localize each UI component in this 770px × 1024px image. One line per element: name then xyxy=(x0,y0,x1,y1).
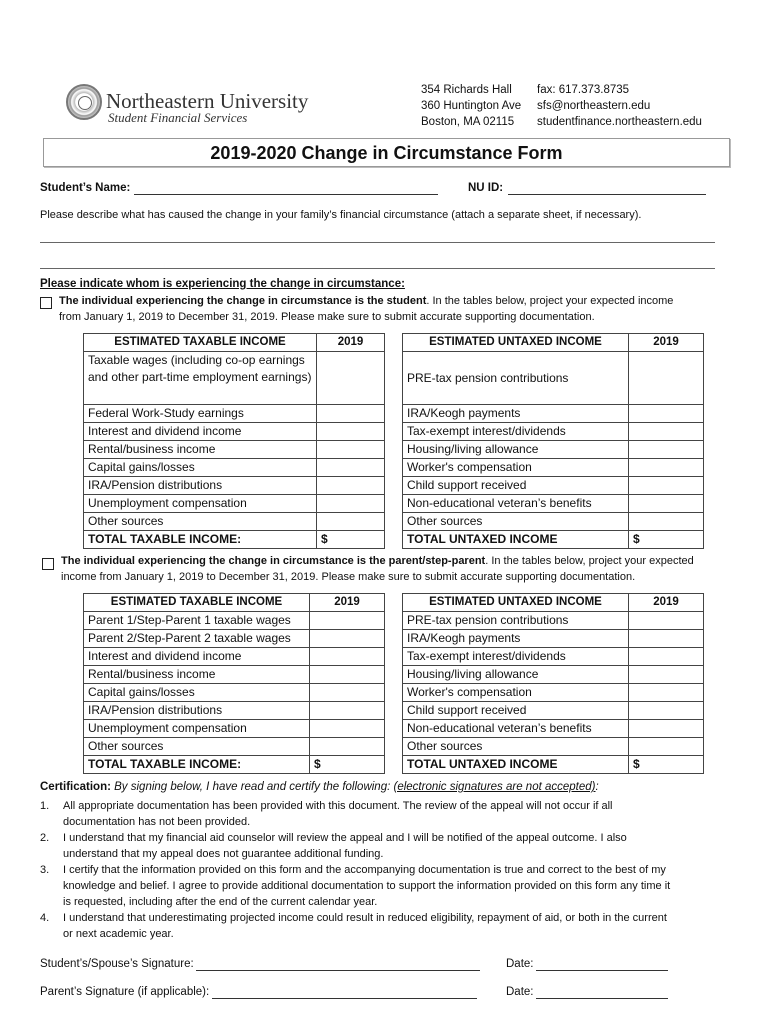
student-date-field[interactable] xyxy=(536,970,668,971)
parent-untaxed-table xyxy=(402,593,704,774)
university-seal-icon xyxy=(66,84,102,120)
certification-heading: Certification: By signing below, I have read and certify the following: (electronic signatures are not accepted): xyxy=(40,781,599,793)
row-label: Capital gains/losses xyxy=(84,684,310,702)
row-label: Rental/business income xyxy=(84,666,310,684)
amount-cell[interactable] xyxy=(317,495,385,513)
amount-cell[interactable] xyxy=(629,612,704,630)
amount-cell[interactable] xyxy=(629,423,704,441)
department-name: Student Financial Services xyxy=(108,110,248,125)
student-option-text: The individual experiencing the change in circumstance is the student. In the tables below, project your expected income from January 1, 2019 to December 31, 2019. Please make sure to submit accurate supporting documentation. xyxy=(59,295,674,323)
parent-option-text: The individual experiencing the change in circumstance is the parent/step-parent. In the tables below, project your expected income from January 1, 2019 to December 31, 2019. Please make sure to submit accurate supporting documentation. xyxy=(61,555,694,583)
row-label: Non-educational veteran’s benefits xyxy=(403,495,629,513)
amount-cell[interactable] xyxy=(317,352,385,405)
student-name-label: Student’s Name: xyxy=(40,182,131,194)
describe-prompt: Please describe what has caused the change in your family’s financial circumstance (attach a separate sheet, if necessary). xyxy=(40,209,642,221)
row-label: Tax-exempt interest/dividends xyxy=(403,423,629,441)
amount-cell[interactable] xyxy=(310,630,385,648)
row-label: Other sources xyxy=(84,738,310,756)
amount-cell[interactable] xyxy=(629,648,704,666)
amount-cell[interactable] xyxy=(629,666,704,684)
date-label: Date: xyxy=(506,958,534,970)
parent-signature-field[interactable] xyxy=(212,998,477,999)
column-header: ESTIMATED UNTAXED INCOME xyxy=(403,594,629,612)
column-header: 2019 xyxy=(629,594,704,612)
row-label: Other sources xyxy=(403,738,629,756)
university-name: Northeastern University xyxy=(106,89,309,113)
form-title: 2019-2020 Change in Circumstance Form xyxy=(43,138,730,167)
row-label: Parent 1/Step-Parent 1 taxable wages xyxy=(84,612,310,630)
describe-line-2[interactable] xyxy=(40,268,715,269)
row-label: Interest and dividend income xyxy=(84,648,310,666)
amount-cell[interactable] xyxy=(629,441,704,459)
row-label: Worker's compensation xyxy=(403,684,629,702)
list-number: 3. xyxy=(40,864,50,876)
row-label: Non-educational veteran’s benefits xyxy=(403,720,629,738)
amount-cell[interactable] xyxy=(317,441,385,459)
amount-cell[interactable] xyxy=(629,702,704,720)
amount-cell[interactable] xyxy=(317,459,385,477)
website: studentfinance.northeastern.edu xyxy=(537,116,702,128)
amount-cell[interactable] xyxy=(317,423,385,441)
amount-cell[interactable] xyxy=(310,702,385,720)
row-label: Rental/business income xyxy=(84,441,317,459)
student-taxable-table xyxy=(83,333,385,549)
address-line: 354 Richards Hall xyxy=(421,84,512,96)
row-label: Taxable wages (including co-op earnings and other part-time employment earnings) xyxy=(84,352,317,405)
student-signature-field[interactable] xyxy=(196,970,480,971)
student-name-field[interactable] xyxy=(134,194,438,195)
address-line: Boston, MA 02115 xyxy=(421,116,515,128)
row-label: PRE-tax pension contributions xyxy=(403,612,629,630)
row-label: Parent 2/Step-Parent 2 taxable wages xyxy=(84,630,310,648)
total-label: TOTAL TAXABLE INCOME: xyxy=(84,756,310,774)
row-label: Child support received xyxy=(403,477,629,495)
row-label: Tax-exempt interest/dividends xyxy=(403,648,629,666)
amount-cell[interactable] xyxy=(317,405,385,423)
student-untaxed-table xyxy=(402,333,704,549)
row-label: Housing/living allowance xyxy=(403,666,629,684)
amount-cell[interactable] xyxy=(629,720,704,738)
list-number: 4. xyxy=(40,912,50,924)
address-line: 360 Huntington Ave xyxy=(421,100,522,112)
amount-cell[interactable] xyxy=(629,459,704,477)
date-label: Date: xyxy=(506,986,534,998)
column-header: 2019 xyxy=(317,334,385,352)
row-label: Child support received xyxy=(403,702,629,720)
amount-cell[interactable] xyxy=(317,513,385,531)
whom-heading: Please indicate whom is experiencing the change in circumstance: xyxy=(40,278,405,290)
column-header: ESTIMATED UNTAXED INCOME xyxy=(403,334,629,352)
amount-cell[interactable] xyxy=(317,477,385,495)
amount-cell[interactable] xyxy=(629,352,704,405)
row-label: Worker's compensation xyxy=(403,459,629,477)
amount-cell[interactable] xyxy=(310,684,385,702)
student-signature-label: Student’s/Spouse’s Signature: xyxy=(40,958,194,970)
amount-cell[interactable] xyxy=(629,495,704,513)
row-label: Interest and dividend income xyxy=(84,423,317,441)
amount-cell[interactable] xyxy=(310,738,385,756)
row-label: Capital gains/losses xyxy=(84,459,317,477)
row-label: Other sources xyxy=(403,513,629,531)
row-label: IRA/Keogh payments xyxy=(403,630,629,648)
row-label: Housing/living allowance xyxy=(403,441,629,459)
amount-cell[interactable] xyxy=(310,720,385,738)
contact-block xyxy=(537,82,702,130)
fax-number: fax: 617.373.8735 xyxy=(537,84,630,96)
column-header: 2019 xyxy=(629,334,704,352)
total-label: TOTAL UNTAXED INCOME xyxy=(403,756,629,774)
column-header: ESTIMATED TAXABLE INCOME xyxy=(84,594,310,612)
row-label: Unemployment compensation xyxy=(84,720,310,738)
email-address: sfs@northeastern.edu xyxy=(537,100,651,112)
nu-id-field[interactable] xyxy=(508,194,706,195)
column-header: 2019 xyxy=(310,594,385,612)
column-header: ESTIMATED TAXABLE INCOME xyxy=(84,334,317,352)
amount-cell[interactable] xyxy=(310,648,385,666)
describe-line-1[interactable] xyxy=(40,242,715,243)
total-label: TOTAL UNTAXED INCOME xyxy=(403,531,629,549)
list-item: All appropriate documentation has been provided with this document. The review of the appeal will not occur if all documentation has not been provided. xyxy=(63,800,613,828)
list-item: I understand that underestimating projected income could result in reduced eligibility, repayment of aid, or both in the current or next academic year. xyxy=(63,912,667,940)
parent-taxable-table xyxy=(83,593,385,774)
row-label: IRA/Keogh payments xyxy=(403,405,629,423)
amount-cell[interactable] xyxy=(629,477,704,495)
total-amount-cell[interactable]: $ xyxy=(629,531,704,549)
amount-cell[interactable] xyxy=(310,666,385,684)
student-checkbox[interactable] xyxy=(40,297,52,309)
parent-checkbox[interactable] xyxy=(42,558,54,570)
list-item: I certify that the information provided on this form and the accompanying documentation is true and correct to the best of my knowledge and belief. I agree to provide additional documentation to support the information provided on this form any time it is requested, including after the end of the current calendar year. xyxy=(63,864,671,908)
row-label: Other sources xyxy=(84,513,317,531)
total-amount-cell[interactable]: $ xyxy=(317,531,385,549)
row-label: IRA/Pension distributions xyxy=(84,477,317,495)
list-number: 1. xyxy=(40,800,50,812)
total-amount-cell[interactable]: $ xyxy=(629,756,704,774)
row-label: IRA/Pension distributions xyxy=(84,702,310,720)
nu-id-label: NU ID: xyxy=(468,182,504,194)
list-item: I understand that my financial aid counselor will review the appeal and I will be notified of the appeal outcome. I also understand that my appeal does not guarantee additional funding. xyxy=(63,832,627,860)
amount-cell[interactable] xyxy=(629,630,704,648)
address-block xyxy=(421,82,521,130)
amount-cell[interactable] xyxy=(629,684,704,702)
parent-date-field[interactable] xyxy=(536,998,668,999)
amount-cell[interactable] xyxy=(629,738,704,756)
amount-cell[interactable] xyxy=(629,513,704,531)
total-amount-cell[interactable]: $ xyxy=(310,756,385,774)
parent-signature-label: Parent’s Signature (if applicable): xyxy=(40,986,210,998)
list-number: 2. xyxy=(40,832,50,844)
amount-cell[interactable] xyxy=(629,405,704,423)
row-label: PRE-tax pension contributions xyxy=(403,352,629,405)
row-label: Federal Work-Study earnings xyxy=(84,405,317,423)
amount-cell[interactable] xyxy=(310,612,385,630)
total-label: TOTAL TAXABLE INCOME: xyxy=(84,531,317,549)
row-label: Unemployment compensation xyxy=(84,495,317,513)
